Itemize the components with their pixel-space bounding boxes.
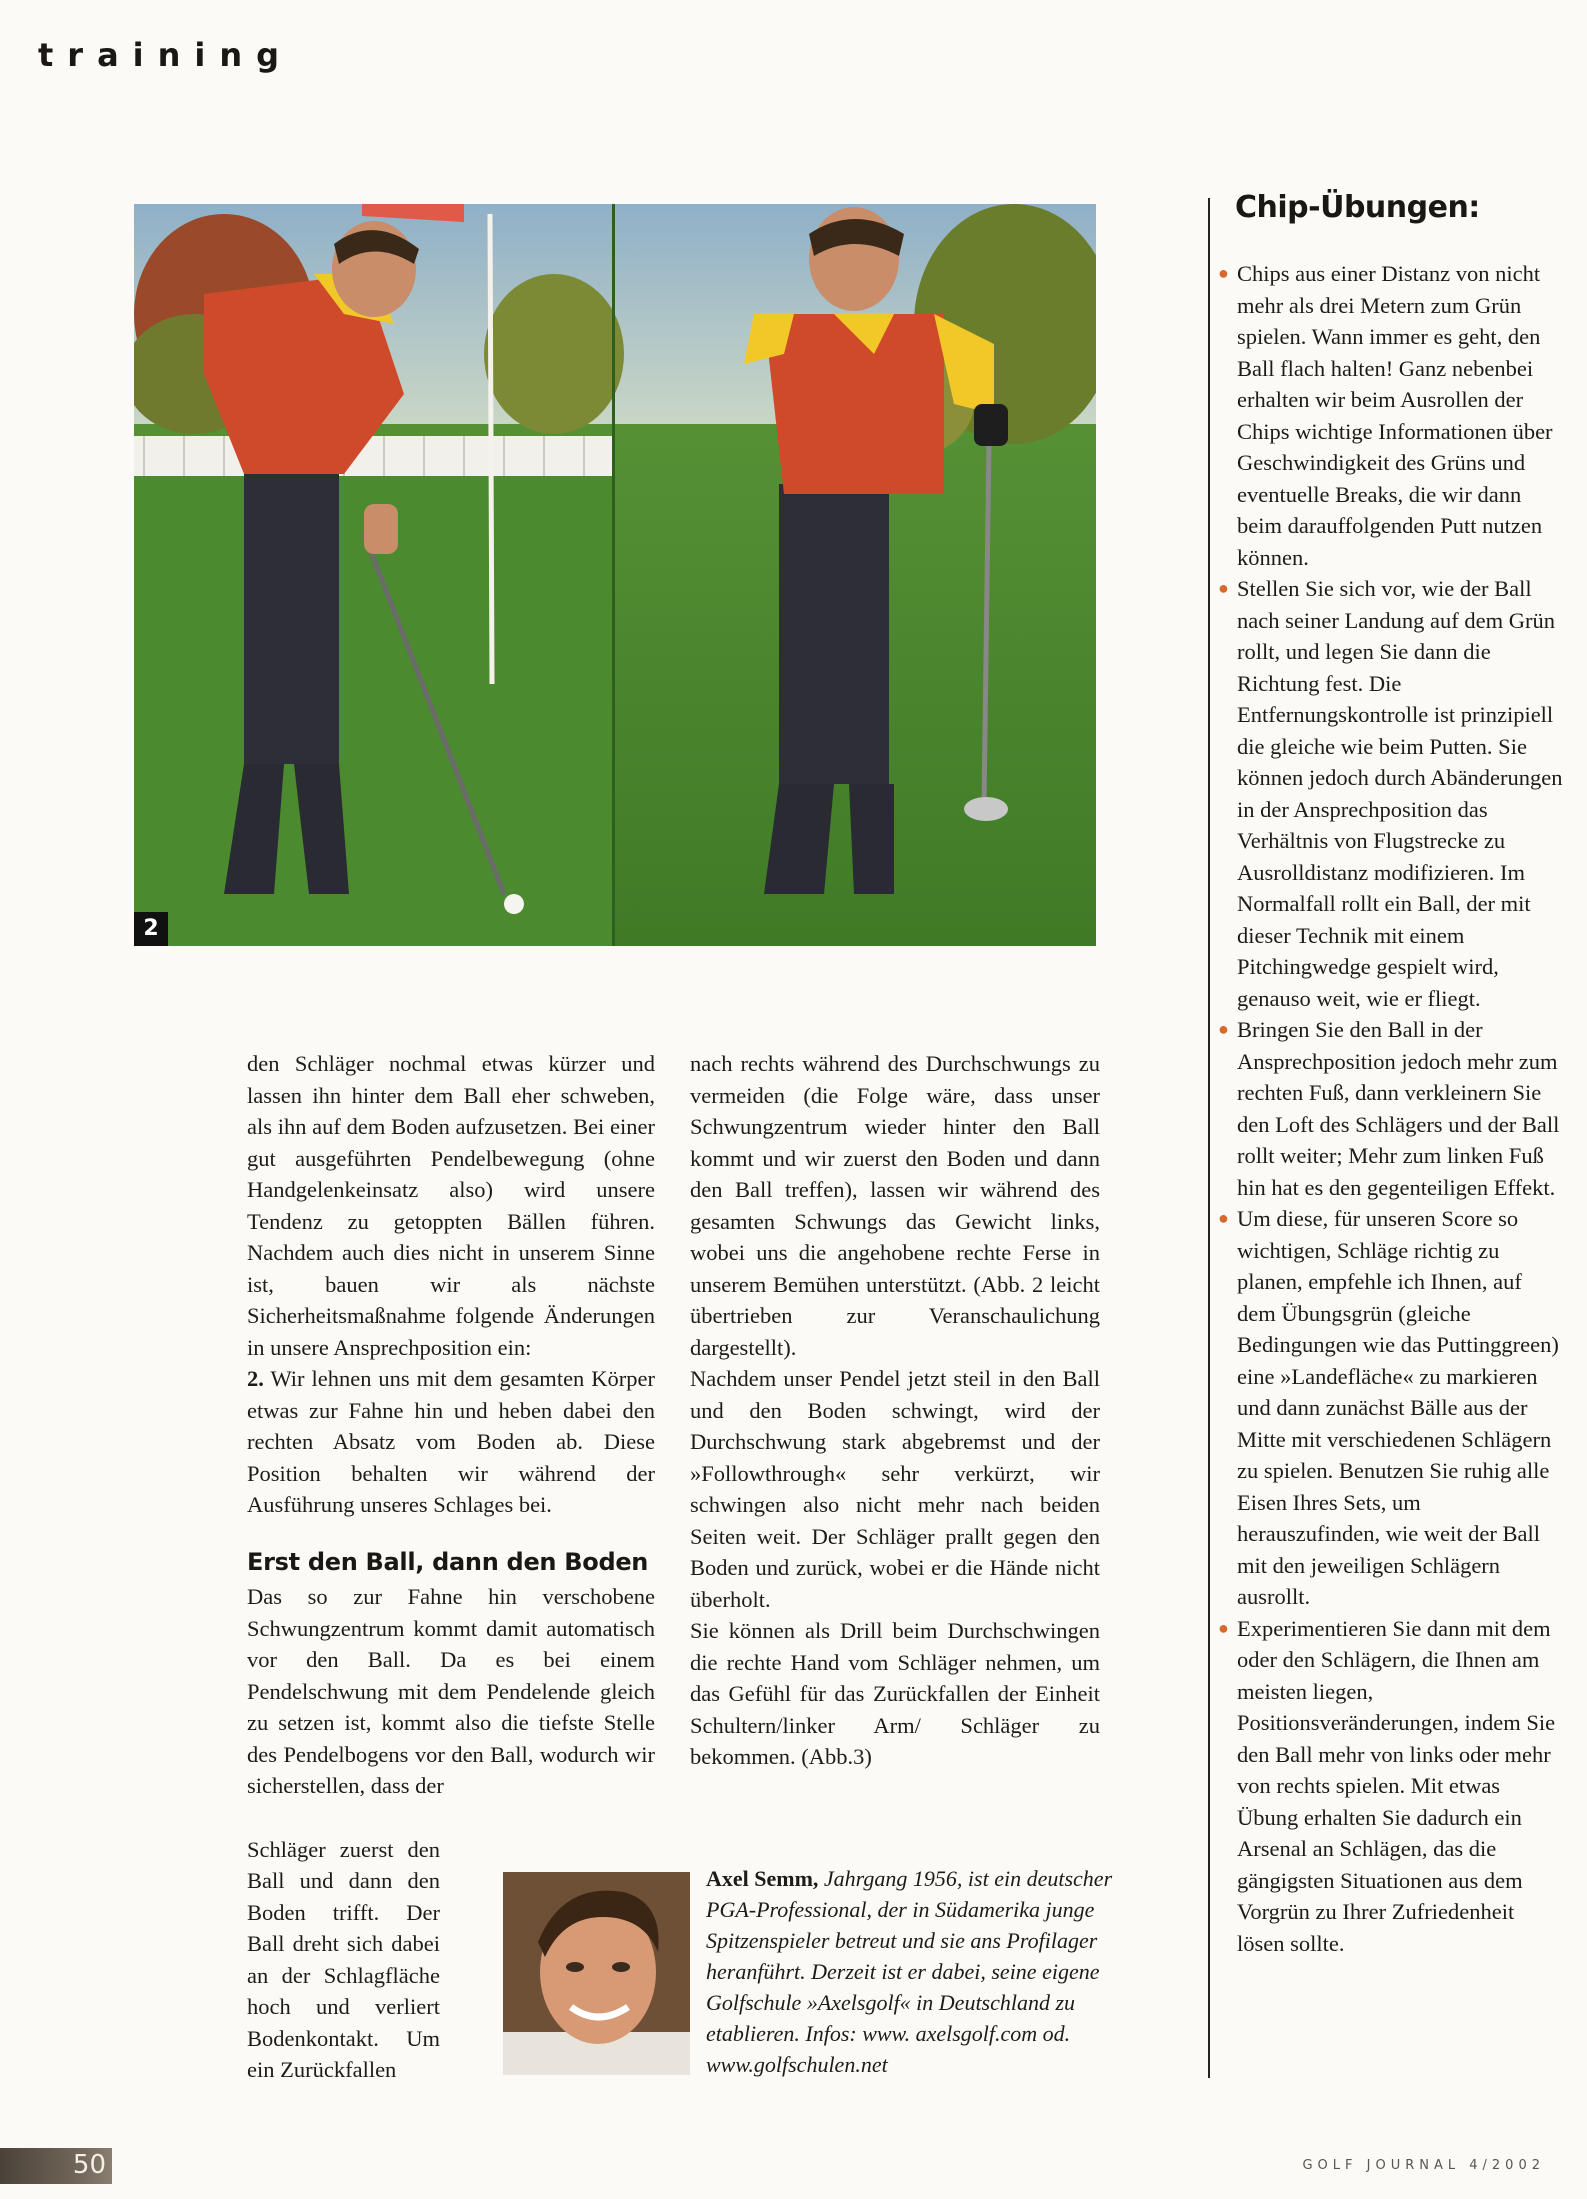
bullet-icon: ● xyxy=(1218,578,1229,598)
article-column-1-continued xyxy=(247,1581,655,1802)
article-column-1-narrow xyxy=(247,1811,440,2108)
tip-text: Experimentieren Sie dann mit dem oder den Schlägern, die Ihnen am meisten liegen, Positionsveränderungen, indem Sie den Ball mehr von links oder mehr von rechts spielen. Mit etwas Übung erhalten Sie dadurch ein Arsenal an Schlägen, das die gängigsten Situationen aus dem Vorgrün zu Ihrer Zufriedenheit lösen sollte. xyxy=(1237,1615,1556,1956)
section-label: training xyxy=(38,36,294,74)
article-paragraph: Nachdem unser Pendel jetzt steil in den Ball und den Boden schwingt, wird der Durchschwung stark abgebremst und der »Followthrough« sehr verkürzt, wir schwingen also nicht mehr nach beiden Seiten weit. Der Schläger prallt gegen den Boden und zurück, wobei er die Hände nicht überholt. xyxy=(690,1366,1100,1612)
author-name: Axel Semm, xyxy=(706,1866,819,1891)
bullet-icon: ● xyxy=(1218,1019,1229,1039)
article-paragraph-numbered xyxy=(247,1363,655,1521)
article-paragraph: nach rechts während des Durchschwungs zu vermeiden (die Folge wäre, dass unser Schwungzentrum wieder hinter den Ball kommt und wir zuerst den Boden und dann den Ball treffen), lassen wir während des gesamten Schwungs das Gewicht links, wobei uns die angehobene rechte Ferse in unserem Bemühen unterstützt. (Abb. 2 leicht übertrieben zur Veranschaulichung dargestellt). xyxy=(690,1051,1100,1360)
journal-footer: GOLF JOURNAL 4/2002 xyxy=(1302,2158,1545,2173)
list-item xyxy=(1218,258,1564,573)
list-item xyxy=(1218,1014,1564,1203)
article-column-2 xyxy=(690,1048,1100,1773)
golf-photo-illustration xyxy=(134,204,1096,946)
tip-text: Chips aus einer Distanz von nicht mehr als drei Metern zum Grün spielen. Wann immer es geht, den Ball flach halten! Ganz nebenbei erhalten wir beim Ausrollen der Chips wichtige Informationen über Geschwindigkeit des Grüns und eventuelle Breaks, die wir dann beim darauffolgenden Putt nutzen können. xyxy=(1237,261,1553,570)
tip-text: Bringen Sie den Ball in der Ansprechposition jedoch mehr zum rechten Fuß, dann verkleinern Sie den Loft des Schlägers und der Ball rollt weiter; Mehr zum linken Fuß hin hat es den gegenteiligen Effekt. xyxy=(1237,1017,1560,1200)
article-paragraph: Das so zur Fahne hin verschobene Schwungzentrum kommt damit automatisch vor den Ball. Da es bei einem Pendelschwung mit dem Pendelende gleich zu setzen ist, kommt also die tiefste Stelle des Pendelbogens vor den Ball, wodurch wir sicherstellen, dass der xyxy=(247,1584,655,1798)
page-number-tab xyxy=(0,2148,112,2184)
article-column-1 xyxy=(247,1048,655,1521)
bullet-icon: ● xyxy=(1218,1617,1229,1638)
article-subheading: Erst den Ball, dann den Boden xyxy=(247,1548,649,1576)
sidebar-title: Chip-Übungen: xyxy=(1235,190,1480,225)
article-paragraph: Schläger zuerst den Ball und dann den Boden trifft. Der Ball dreht sich dabei an der Schlagfläche hoch und verliert Bodenkontakt. Um ein Zurückfallen xyxy=(247,1836,440,2082)
list-item xyxy=(1218,1203,1564,1613)
article-paragraph: Sie können als Drill beim Durchschwingen die rechte Hand vom Schläger nehmen, um das Gefühl für das Zurückfallen der Einheit Schultern/linker Arm/ Schläger zu bekommen. (Abb.3) xyxy=(690,1618,1100,1769)
sidebar-tips xyxy=(1218,258,1564,1959)
step-number: 2. xyxy=(247,1366,264,1391)
tip-text: Um diese, für unseren Score so wichtigen, Schläge richtig zu planen, empfehle ich Ihnen, auf dem Übungsgrün (gleiche Bedingungen wie das Puttinggreen) eine »Landefläche« zu markieren und dann zunächst Bälle aus der Mitte mit verschiedenen Schlägern zu spielen. Benutzen Sie ruhig alle Eisen Ihres Sets, um herauszufinden, wie weit der Ball mit den jeweiligen Schlägern ausrollt. xyxy=(1237,1206,1559,1609)
list-item xyxy=(1218,573,1564,1014)
step-text: Wir lehnen uns mit dem gesamten Körper etwas zur Fahne hin und heben dabei den rechten Absatz vom Boden ab. Diese Position behalten wir während der Ausführung unseres Schlages bei. xyxy=(247,1366,655,1517)
photo-number-badge: 2 xyxy=(134,912,168,946)
author-bio-text: Jahrgang 1956, ist ein deutscher PGA-Professional, der in Südamerika junge Spitzenspieler betreut und sie ans Profilager heranführt. Derzeit ist er dabei, seine eigene Golfschule »Axelsgolf« in Deutschland zu etablieren. Infos: www. axelsgolf.com od. www.golfschulen.net xyxy=(706,1866,1113,2077)
bullet-icon: ● xyxy=(1218,1208,1229,1228)
author-bio xyxy=(706,1863,1134,2080)
golf-chip-photo xyxy=(134,204,1096,946)
page-number: 50 xyxy=(72,2150,106,2180)
bullet-icon: ● xyxy=(1218,263,1229,283)
tip-text: Stellen Sie sich vor, wie der Ball nach seiner Landung auf dem Grün rollt, und legen Sie dann die Richtung fest. Die Entfernungskontrolle ist prinzipiell die gleiche wie beim Putten. Sie können jedoch durch Abänderungen in der Ansprechposition das Verhältnis von Flugstrecke zu Ausrolldistanz modifizieren. Im Normalfall rollt ein Ball, der mit dieser Technik mit einem Pitchingwedge gespielt wird, genauso weit, wie er fliegt. xyxy=(1237,576,1563,1011)
list-item xyxy=(1218,1613,1564,1960)
author-portrait xyxy=(503,1872,690,2075)
article-paragraph: den Schläger nochmal etwas kürzer und lassen ihn hinter dem Ball eher schweben, als ihn auf dem Boden aufzusetzen. Bei einer gut ausgeführten Pendelbewegung (ohne Handgelenkeinsatz also) wird unsere Tendenz zu getoppten Bällen führen. Nachdem auch dies nicht in unserem Sinne ist, bauen wir als nächste Sicherheitsmaßnahme folgende Änderungen in unsere Ansprechposition ein: xyxy=(247,1051,655,1360)
sidebar-divider xyxy=(1208,198,1210,2078)
author-portrait-illustration xyxy=(503,1872,690,2075)
